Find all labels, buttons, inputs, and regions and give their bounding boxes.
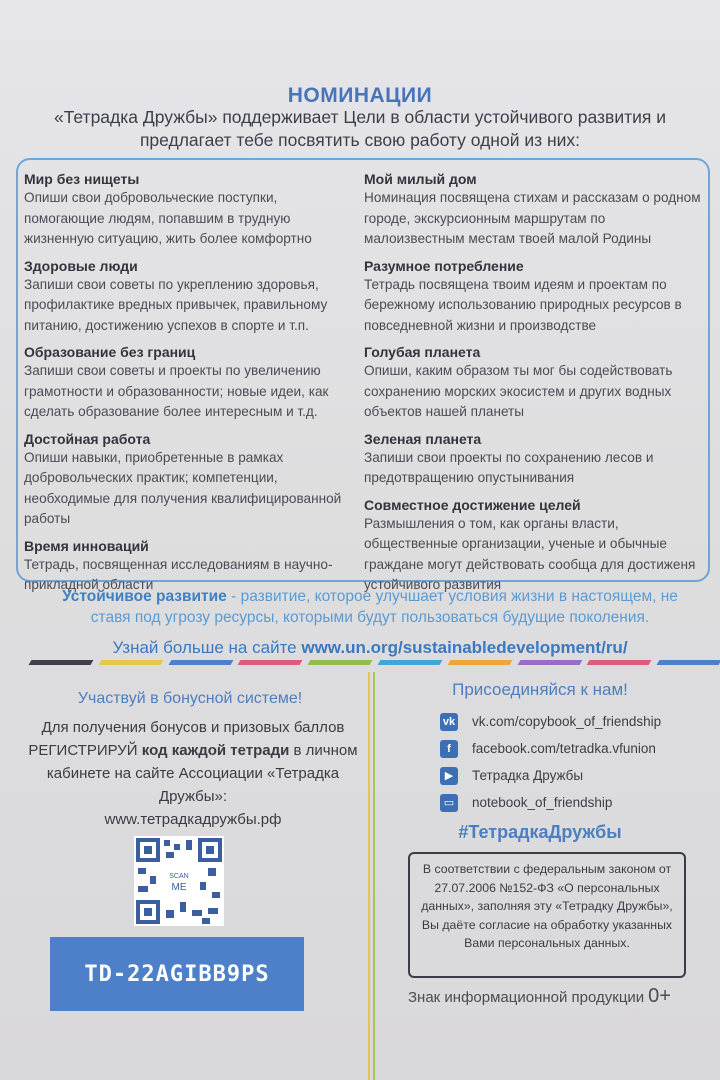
vertical-divider-secondary	[373, 672, 375, 1080]
page-title: НОМИНАЦИИ	[287, 84, 433, 107]
registration-code-box	[50, 937, 304, 1011]
nominations-right-column	[364, 170, 704, 603]
join-title: Присоединяйся к нам!	[452, 680, 628, 699]
facebook-icon: f	[440, 740, 458, 758]
bonus-text-bold: код каждой тетради	[141, 742, 290, 759]
nomination-description: Тетрадь посвящена твоим идеям и проектам по бережному использованию природных ресурсов в повседневной жизни и производстве	[364, 276, 682, 333]
qr-scan-label: SCAN	[169, 873, 189, 880]
stripe-segment	[378, 660, 443, 665]
bonus-text-part2: в личном кабинете на сайте Ассоциации «Тетрадка Дружбы»:	[46, 742, 358, 805]
nomination-title: Время инноваций	[24, 537, 149, 554]
nomination-title: Достойная работа	[24, 430, 151, 447]
vk-icon: vk	[440, 713, 458, 731]
legal-notice: В соответствии с федеральным законом от 27.07.2006 №152-ФЗ «О персональных данных», заполняя эту «Тетрадку Дружбы», Вы даёте согласие на обработку указанных Вами персональных данных.	[408, 852, 686, 978]
social-link-text[interactable]: vk.com/copybook_of_friendship	[472, 714, 662, 729]
nomination-item	[364, 343, 704, 423]
nomination-title: Мир без нищеты	[24, 171, 140, 187]
stripe-segment	[29, 660, 94, 665]
nomination-item	[364, 170, 704, 250]
social-link-text[interactable]: notebook_of_friendship	[472, 795, 613, 810]
social-link-row[interactable]	[440, 708, 661, 735]
stripe-segment	[308, 660, 373, 665]
social-link-text[interactable]: Тетрадка Дружбы	[472, 768, 584, 783]
info-product-mark	[408, 985, 710, 1008]
social-links	[440, 708, 661, 816]
sustainable-text: - развитие, которое улучшает условия жизни в настоящем, не ставя под угрозу ресурсы, которыми будут пользоваться будущие поколения.	[90, 588, 678, 626]
social-link-row[interactable]	[440, 735, 661, 762]
nomination-description: Запиши свои советы и проекты по увеличению грамотности и образованности; новые идеи, как сделать образование более интересным и т.д.	[24, 363, 329, 419]
nomination-title: Зеленая планета	[364, 430, 482, 447]
nomination-title: Совместное достижение целей	[364, 496, 581, 513]
stripe-segment	[168, 660, 233, 665]
nomination-item	[364, 430, 704, 489]
vertical-divider	[368, 672, 370, 1080]
stripe-segment	[98, 660, 163, 665]
nomination-description: Опиши навыки, приобретенные в рамках добровольческих практик; компетенции, необходимые для получения квалифицированной работы	[24, 449, 342, 526]
bonus-title: Участвуй в бонусной системе!	[77, 690, 303, 707]
color-stripe-divider	[30, 660, 720, 666]
intro-text: «Тетрадка Дружбы» поддерживает Цели в области устойчивого развития и предлагает тебе посвятить свою работу одной из них:	[53, 107, 667, 150]
nominations-left-column	[24, 170, 360, 603]
social-link-row[interactable]	[440, 762, 661, 789]
nomination-description: Запиши свои советы по укреплению здоровья, профилактике вредных привычек, правильному питанию, достижению успехов в спорте и т.п.	[24, 276, 328, 333]
learn-more-prefix: Узнай больше на сайте	[112, 638, 302, 657]
nomination-title: Здоровые люди	[24, 257, 138, 274]
nomination-description: Размышления о том, как органы власти, общественные организации, ученые и обычные граждане могут действовать сообща для достиженя устойчивого развития	[364, 515, 696, 592]
stripe-segment	[587, 660, 652, 665]
qr-code[interactable]	[134, 836, 224, 926]
qr-me-label: ME	[171, 882, 187, 893]
bonus-site-link[interactable]: www.тетрадкадружбы.рф	[104, 811, 282, 828]
nomination-title: Образование без границ	[24, 344, 196, 360]
youtube-icon: ▶	[440, 767, 458, 785]
nomination-description: Опиши, каким образом ты мог бы содействовать сохранению морских экосистем и других водных объектов нашей планеты	[364, 363, 673, 419]
bonus-text-part1: Для получения бонусов и призовых баллов РЕГИСТРИРУЙ	[28, 719, 345, 759]
nomination-title: Разумное потребление	[364, 257, 524, 274]
age-rating: 0+	[648, 985, 671, 1007]
stripe-segment	[657, 660, 720, 665]
bonus-text	[28, 716, 358, 831]
nomination-description: Запиши свои проекты по сохранению лесов и предотвращению опустынивания	[364, 449, 654, 485]
nomination-item	[24, 430, 360, 530]
chat-icon: ▭	[440, 794, 458, 812]
social-link-row[interactable]	[440, 789, 661, 816]
stripe-segment	[517, 660, 582, 665]
nomination-description: Номинация посвящена стихам и рассказам о родном городе, экскурсионным маршрутам по малоизвестным местам твоей малой Родины	[364, 190, 701, 246]
info-product-label: Знак информационной продукции	[408, 989, 645, 1006]
nomination-item	[364, 257, 704, 337]
hashtag: #ТетрадкаДружбы	[458, 822, 622, 842]
nominations-box	[16, 158, 710, 592]
nomination-description: Опиши свои добровольческие поступки, помогающие людям, попавшим в трудную жизненную ситуацию, жить более комфортно	[24, 190, 312, 246]
nomination-item	[24, 343, 360, 423]
registration-code: TD-22AGIBB9PS	[84, 961, 270, 987]
nomination-title: Мой милый дом	[364, 171, 477, 187]
learn-more-line	[40, 638, 700, 658]
un-link[interactable]: www.un.org/sustainabledevelopment/ru/	[301, 638, 628, 657]
sustainable-term: Устойчивое развитие	[62, 588, 227, 605]
nomination-item	[24, 257, 360, 337]
nomination-description: Тетрадь, посвященная исследованиям в научно-прикладной области	[24, 556, 333, 592]
nomination-title: Голубая планета	[364, 344, 481, 360]
sustainable-definition	[50, 586, 690, 628]
stripe-segment	[447, 660, 512, 665]
nomination-item	[24, 170, 360, 250]
nomination-item	[364, 496, 704, 596]
stripe-segment	[238, 660, 303, 665]
social-link-text[interactable]: facebook.com/tetradka.vfunion	[472, 741, 656, 756]
